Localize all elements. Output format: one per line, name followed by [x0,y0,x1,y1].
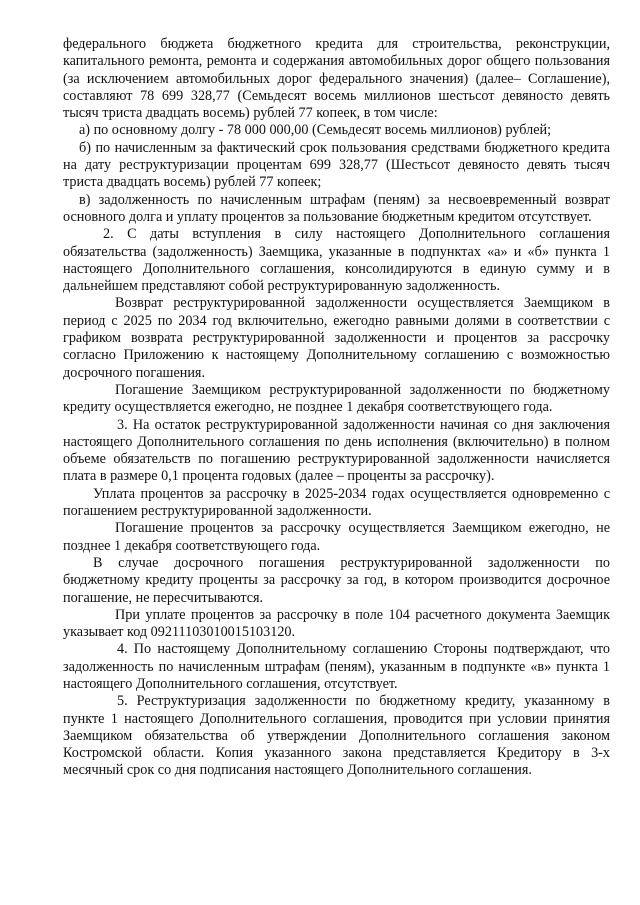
paragraph-3: 3. На остаток реструктурированной задолженности начиная со дня заключения настоящего Дополнительного соглашения по день исполнения (включительно) в полном объеме обязательств по погашению реструктурированной задолженности начисляется плата в размере 0,1 процента годовых (далее – проценты за рассрочку). [63,416,610,485]
paragraph-2: 2. С даты вступления в силу настоящего Дополнительного соглашения обязательства (задолженность) Заемщика, указанные в подпунктах «а» и «б» пункта 1 настоящего Дополнительного соглашения, консолидируются в единую сумму и в дальнейшем представляют собой реструктурированную задолженность. [63,226,610,295]
paragraph-3-deadline: Погашение процентов за рассрочку осуществляется Заемщиком ежегодно, не позднее 1 декабря соответствующего года. [63,520,610,554]
paragraph-intro: федерального бюджета бюджетного кредита для строительства, реконструкции, капитального ремонта, ремонта и содержания автомобильных дорог общего пользования (за исключением автомобильных дорог федерального значения) (далее– Соглашение), составляют 78 699 328,77 (Семьдесят восемь миллионов шестьсот девяносто девять тысяч триста двадцать восемь) рублей 77 копеек, в том числе: [63,36,610,122]
paragraph-1c: в) задолженность по начисленным штрафам (пеням) за несвоевременный возврат основного долга и уплату процентов за пользование бюджетным кредитом отсутствует. [63,191,610,225]
paragraph-3-early: В случае досрочного погашения реструктурированной задолженности по бюджетному кредиту проценты за рассрочку за год, в котором производится досрочное погашение, не пересчитываются. [63,554,610,606]
paragraph-3-code: При уплате процентов за рассрочку в поле 104 расчетного документа Заемщик указывает код 09211103010015103120. [63,606,610,641]
paragraph-2-schedule: Погашение Заемщиком реструктурированной задолженности по бюджетному кредиту осуществляется ежегодно, не позднее 1 декабря соответствующего года. [63,381,610,416]
paragraph-5: 5. Реструктуризация задолженности по бюджетному кредиту, указанному в пункте 1 настоящего Дополнительного соглашения, проводится при условии принятия Заемщиком обязательства об утверждении Дополнительного соглашения законом Костромской области. Копия указанного закона представляется Кредитору в 3-х месячный срок со дня подписания настоящего Дополнительного соглашения. [63,693,610,779]
paragraph-4: 4. По настоящему Дополнительному соглашению Стороны подтверждают, что задолженность по начисленным штрафам (пеням), указанным в подпункте «в» пункта 1 настоящего Дополнительного соглашения, отсутствует. [63,641,610,692]
paragraph-1a: а) по основному долгу - 78 000 000,00 (Семьдесят восемь миллионов) рублей; [79,122,552,139]
paragraph-2-repayment: Возврат реструктурированной задолженности осуществляется Заемщиком в период с 2025 по 2034 год включительно, ежегодно равными долями в соответствии с графиком возврата реструктурированной задолженности и процентов за рассрочку согласно Приложению к настоящему Дополнительному соглашению с возможностью досрочного погашения. [63,295,610,381]
paragraph-3-payment: Уплата процентов за рассрочку в 2025-2034 годах осуществляется одновременно с погашением реструктурированной задолженности. [63,485,610,520]
paragraph-1b: б) по начисленным за фактический срок пользования средствами бюджетного кредита на дату реструктуризации процентам 699 328,77 (Шестьсот девяносто девять тысяч триста двадцать восемь) рублей 77 копеек; [63,139,610,191]
